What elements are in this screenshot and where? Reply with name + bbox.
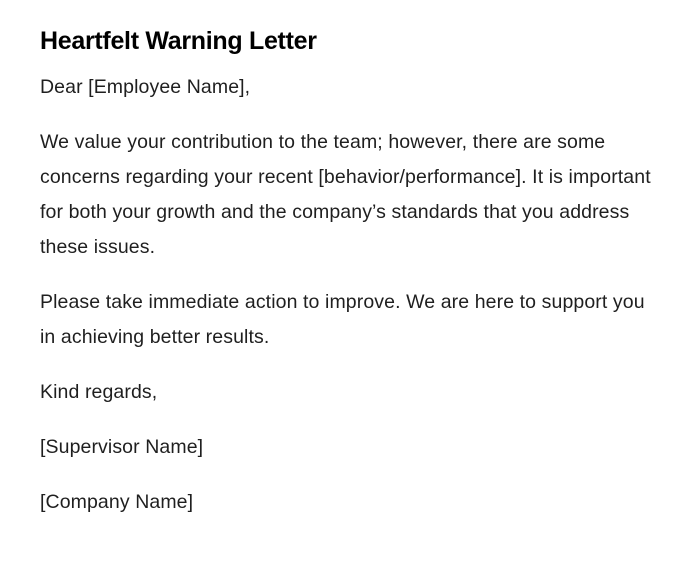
letter-company-name: [Company Name] [40, 491, 194, 513]
letter-document [40, 24, 660, 540]
letter-signature-name: [Supervisor Name] [40, 436, 204, 458]
letter-closing: Kind regards, [40, 381, 158, 403]
letter-body-paragraph-2: Please take immediate action to improve. We are here to support you in achieving better results. [40, 291, 645, 348]
letter-title: Heartfelt Warning Letter [40, 27, 317, 55]
letter-body-paragraph-1: We value your contribution to the team; however, there are some concerns regarding your recent [behavior/performance]. It is important for both your growth and the company’s standards that you address these issues. [40, 131, 651, 258]
letter-greeting: Dear [Employee Name], [40, 76, 251, 98]
